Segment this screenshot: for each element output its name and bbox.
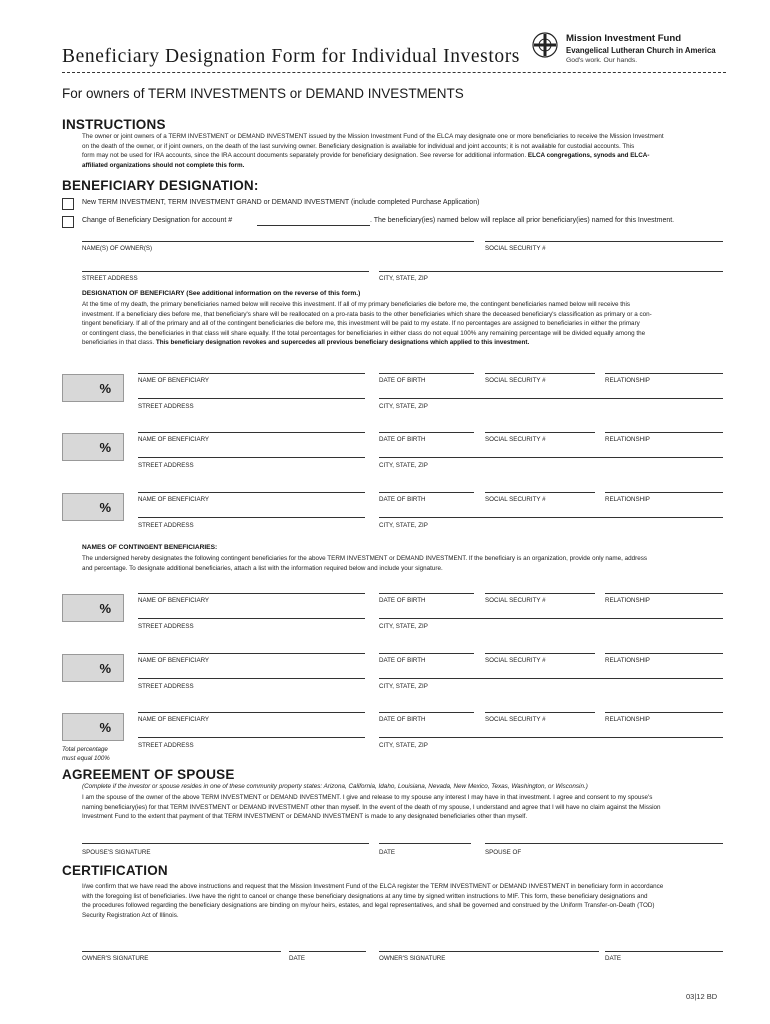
beneficiary-dob-label: DATE OF BIRTH [379, 657, 426, 664]
primary-name-field-1[interactable] [138, 373, 365, 374]
instructions-text: The owner or joint owners of a TERM INVESTMENT or DEMAND INVESTMENT issued by the Mission Investment Fund of the ELCA may designate one or more beneficiaries to receive the Mission Investment on the death of the owner, or if joint owners, on the death of the last surviving owner. Beneficiary designation is available for individual and joint accounts; it is not available for custodial accounts. This form may not be used for IRA accounts, since the IRA account documents separately provide for beneficiary designation. See reverse for additional information. ELCA congregations, synods and ELCA- affiliated organizations should not complete this form. [82, 133, 664, 169]
change-designation-label-b: . The beneficiary(ies) named below will replace all prior beneficiary(ies) named for this Investment. [370, 217, 675, 224]
contingent-percentage-box-3[interactable] [62, 713, 124, 741]
header-divider [62, 72, 726, 73]
org-subname: Evangelical Lutheran Church in America [566, 46, 716, 55]
beneficiary-city-label: CITY, STATE, ZIP [379, 462, 428, 469]
primary-relationship-field-2[interactable] [605, 432, 723, 433]
org-tagline: God's work. Our hands. [566, 57, 638, 64]
primary-ssn-field-3[interactable] [485, 492, 595, 493]
form-title: Beneficiary Designation Form for Individual Investors [62, 46, 520, 67]
owner1-signature-field[interactable] [82, 951, 281, 952]
form-subtitle: For owners of TERM INVESTMENTS or DEMAND INVESTMENTS [62, 86, 464, 101]
owner-city-label: CITY, STATE, ZIP [379, 275, 428, 282]
primary-name-field-2[interactable] [138, 432, 365, 433]
primary-dob-field-1[interactable] [379, 373, 474, 374]
owner2-date-field[interactable] [605, 951, 723, 952]
owner2-signature-field[interactable] [379, 951, 599, 952]
elca-cross-logo-icon [532, 32, 558, 58]
contingent-relationship-field-1[interactable] [605, 593, 723, 594]
spouse-signature-field[interactable] [82, 843, 369, 844]
primary-dob-field-3[interactable] [379, 492, 474, 493]
spouse-of-field[interactable] [485, 843, 723, 844]
total-percentage-note-2: must equal 100% [62, 755, 110, 762]
contingent-dob-field-1[interactable] [379, 593, 474, 594]
contingent-street-field-1[interactable] [138, 618, 365, 619]
contingent-street-field-2[interactable] [138, 678, 365, 679]
owner-street-field[interactable] [82, 271, 369, 272]
beneficiary-street-label: STREET ADDRESS [138, 522, 194, 529]
beneficiary-city-label: CITY, STATE, ZIP [379, 623, 428, 630]
beneficiary-name-label: NAME OF BENEFICIARY [138, 496, 210, 503]
owner-ssn-label: SOCIAL SECURITY # [485, 245, 546, 252]
owner-city-field[interactable] [379, 271, 723, 272]
account-number-field[interactable] [257, 225, 370, 226]
beneficiary-city-label: CITY, STATE, ZIP [379, 742, 428, 749]
primary-ssn-field-1[interactable] [485, 373, 595, 374]
beneficiary-name-label: NAME OF BENEFICIARY [138, 377, 210, 384]
certification-heading: CERTIFICATION [62, 863, 168, 878]
contingent-name-field-2[interactable] [138, 653, 365, 654]
percent-sign: % [99, 720, 111, 735]
beneficiary-city-label: CITY, STATE, ZIP [379, 683, 428, 690]
contingent-name-field-1[interactable] [138, 593, 365, 594]
beneficiary-relationship-label: RELATIONSHIP [605, 597, 650, 604]
beneficiary-relationship-label: RELATIONSHIP [605, 496, 650, 503]
beneficiary-city-label: CITY, STATE, ZIP [379, 403, 428, 410]
designation-heading: BENEFICIARY DESIGNATION: [62, 178, 259, 193]
beneficiary-street-label: STREET ADDRESS [138, 462, 194, 469]
beneficiary-dob-label: DATE OF BIRTH [379, 597, 426, 604]
primary-percentage-box-3[interactable] [62, 493, 124, 521]
beneficiary-relationship-label: RELATIONSHIP [605, 657, 650, 664]
primary-city-field-1[interactable] [379, 398, 723, 399]
contingent-percentage-box-2[interactable] [62, 654, 124, 682]
percent-sign: % [99, 440, 111, 455]
contingent-text: The undersigned hereby designates the following contingent beneficiaries for the above TERM INVESTMENT or DEMAND INVESTMENT. If the beneficiary is an organization, provide only name, address and percentage. To designate additional beneficiaries, attach a list with the information required below and include your signature. [82, 555, 648, 572]
spouse-date-label: DATE [379, 849, 396, 856]
beneficiary-name-label: NAME OF BENEFICIARY [138, 657, 210, 664]
contingent-ssn-field-1[interactable] [485, 593, 595, 594]
beneficiary-dob-label: DATE OF BIRTH [379, 496, 426, 503]
primary-percentage-box-1[interactable] [62, 374, 124, 402]
primary-street-field-2[interactable] [138, 457, 365, 458]
spouse-italic-note: (Complete if the investor or spouse resides in one of these community property states: Arizona, California, Idaho, Louisiana, Nevada, New Mexico, Texas, Washington, or Wisconsin.) [82, 783, 588, 790]
contingent-dob-field-3[interactable] [379, 712, 474, 713]
owner-ssn-field[interactable] [485, 241, 723, 242]
contingent-ssn-field-2[interactable] [485, 653, 595, 654]
contingent-relationship-field-2[interactable] [605, 653, 723, 654]
contingent-ssn-field-3[interactable] [485, 712, 595, 713]
beneficiary-name-label: NAME OF BENEFICIARY [138, 597, 210, 604]
primary-street-field-3[interactable] [138, 517, 365, 518]
primary-city-field-2[interactable] [379, 457, 723, 458]
contingent-city-field-3[interactable] [379, 737, 723, 738]
beneficiary-street-label: STREET ADDRESS [138, 683, 194, 690]
contingent-city-field-1[interactable] [379, 618, 723, 619]
contingent-heading: NAMES OF CONTINGENT BENEFICIARIES: [82, 544, 218, 551]
beneficiary-street-label: STREET ADDRESS [138, 742, 194, 749]
owner1-date-label: DATE [289, 955, 306, 962]
spouse-text: I am the spouse of the owner of the above TERM INVESTMENT or DEMAND INVESTMENT. I give and release to my spouse any interest I may have in that investment. I agree and consent to my spouse's naming beneficiary(ies) for that TERM INVESTMENT or DEMAND INVESTMENT other than myself. In the event of the death of my spouse, I understand and agree that I will have no claim against the Mission Investment Fund to the extent that payment of that TERM INVESTMENT or DEMAND INVESTMENT is made to any designated beneficiaries other than myself. [82, 794, 661, 821]
owner-names-label: NAME(S) OF OWNER(S) [82, 245, 153, 252]
change-designation-checkbox[interactable] [62, 216, 74, 228]
owner-names-field[interactable] [82, 241, 474, 242]
beneficiary-ssn-label: SOCIAL SECURITY # [485, 496, 546, 503]
beneficiary-ssn-label: SOCIAL SECURITY # [485, 597, 546, 604]
beneficiary-relationship-label: RELATIONSHIP [605, 377, 650, 384]
contingent-street-field-3[interactable] [138, 737, 365, 738]
contingent-dob-field-2[interactable] [379, 653, 474, 654]
percent-sign: % [99, 661, 111, 676]
total-percentage-note: Total percentage [62, 746, 108, 753]
beneficiary-name-label: NAME OF BENEFICIARY [138, 436, 210, 443]
beneficiary-relationship-label: RELATIONSHIP [605, 436, 650, 443]
percent-sign: % [99, 500, 111, 515]
primary-relationship-field-1[interactable] [605, 373, 723, 374]
beneficiary-ssn-label: SOCIAL SECURITY # [485, 716, 546, 723]
designation-info-heading: DESIGNATION OF BENEFICIARY (See additional information on the reverse of this form.) [82, 290, 361, 297]
beneficiary-street-label: STREET ADDRESS [138, 403, 194, 410]
spouse-heading: AGREEMENT OF SPOUSE [62, 767, 235, 782]
owner1-date-field[interactable] [289, 951, 366, 952]
primary-relationship-field-3[interactable] [605, 492, 723, 493]
spouse-of-label: SPOUSE OF [485, 849, 522, 856]
beneficiary-ssn-label: SOCIAL SECURITY # [485, 657, 546, 664]
contingent-relationship-field-3[interactable] [605, 712, 723, 713]
primary-name-field-3[interactable] [138, 492, 365, 493]
owner1-signature-label: OWNER'S SIGNATURE [82, 955, 149, 962]
instructions-heading: INSTRUCTIONS [62, 117, 166, 132]
percent-sign: % [99, 381, 111, 396]
contingent-city-field-2[interactable] [379, 678, 723, 679]
beneficiary-relationship-label: RELATIONSHIP [605, 716, 650, 723]
primary-dob-field-2[interactable] [379, 432, 474, 433]
beneficiary-dob-label: DATE OF BIRTH [379, 377, 426, 384]
change-designation-label-a: Change of Beneficiary Designation for account # [82, 217, 233, 224]
designation-info-text: At the time of my death, the primary beneficiaries named below will receive this investment. If all of my primary beneficiaries die before me, the contingent beneficiaries named below will receive this investment. If a beneficiary dies before me, that beneficiary's share will be reallocated on a pro-rata basis to the other beneficiaries which share the deceased beneficiary's classification as primary or a con- tingent beneficiary. If all of the primary and all of the contingent beneficiaries die before me, this investment will be paid to my estate. If no percentages are assigned to beneficiaries in either the primary or contingent class, the beneficiaries in that class will share equally. If the total percentages for beneficiaries in either class do not equal 100% any remaining percentage will be divided equally among the beneficiaries in that class. This beneficiary designation revokes and supercedes all previous beneficiary designations which applied to this investment. [82, 301, 652, 347]
beneficiary-name-label: NAME OF BENEFICIARY [138, 716, 210, 723]
spouse-signature-label: SPOUSE'S SIGNATURE [82, 849, 151, 856]
beneficiary-dob-label: DATE OF BIRTH [379, 716, 426, 723]
owner2-signature-label: OWNER'S SIGNATURE [379, 955, 446, 962]
percent-sign: % [99, 601, 111, 616]
owner-street-label: STREET ADDRESS [82, 275, 138, 282]
spouse-date-field[interactable] [379, 843, 471, 844]
beneficiary-ssn-label: SOCIAL SECURITY # [485, 436, 546, 443]
beneficiary-city-label: CITY, STATE, ZIP [379, 522, 428, 529]
new-investment-checkbox[interactable] [62, 198, 74, 210]
beneficiary-dob-label: DATE OF BIRTH [379, 436, 426, 443]
primary-ssn-field-2[interactable] [485, 432, 595, 433]
primary-percentage-box-2[interactable] [62, 433, 124, 461]
form-code: 03|12 BD [686, 992, 718, 1001]
owner2-date-label: DATE [605, 955, 622, 962]
contingent-name-field-3[interactable] [138, 712, 365, 713]
certification-text: I/we confirm that we have read the above instructions and request that the Mission Investment Fund of the ELCA register the TERM INVESTMENT or DEMAND INVESTMENT in beneficiary form in accordance with the foregoing list of beneficiaries. I/we have the right to cancel or change these beneficiary designations at any time by signed written instructions to MIF. This form, these beneficiary designations and the procedures followed regarding the beneficiary designations are binding on my/our heirs, estates, and legal representatives, and shall be governed and construed by the Uniform Transfer-on-Death (TOD) Security Registration Act of Illinois. [82, 883, 664, 919]
beneficiary-ssn-label: SOCIAL SECURITY # [485, 377, 546, 384]
new-investment-label: New TERM INVESTMENT, TERM INVESTMENT GRAND or DEMAND INVESTMENT (include completed Purchase Application) [82, 199, 480, 206]
primary-city-field-3[interactable] [379, 517, 723, 518]
contingent-percentage-box-1[interactable] [62, 594, 124, 622]
primary-street-field-1[interactable] [138, 398, 365, 399]
beneficiary-street-label: STREET ADDRESS [138, 623, 194, 630]
org-name: Mission Investment Fund [566, 33, 682, 44]
